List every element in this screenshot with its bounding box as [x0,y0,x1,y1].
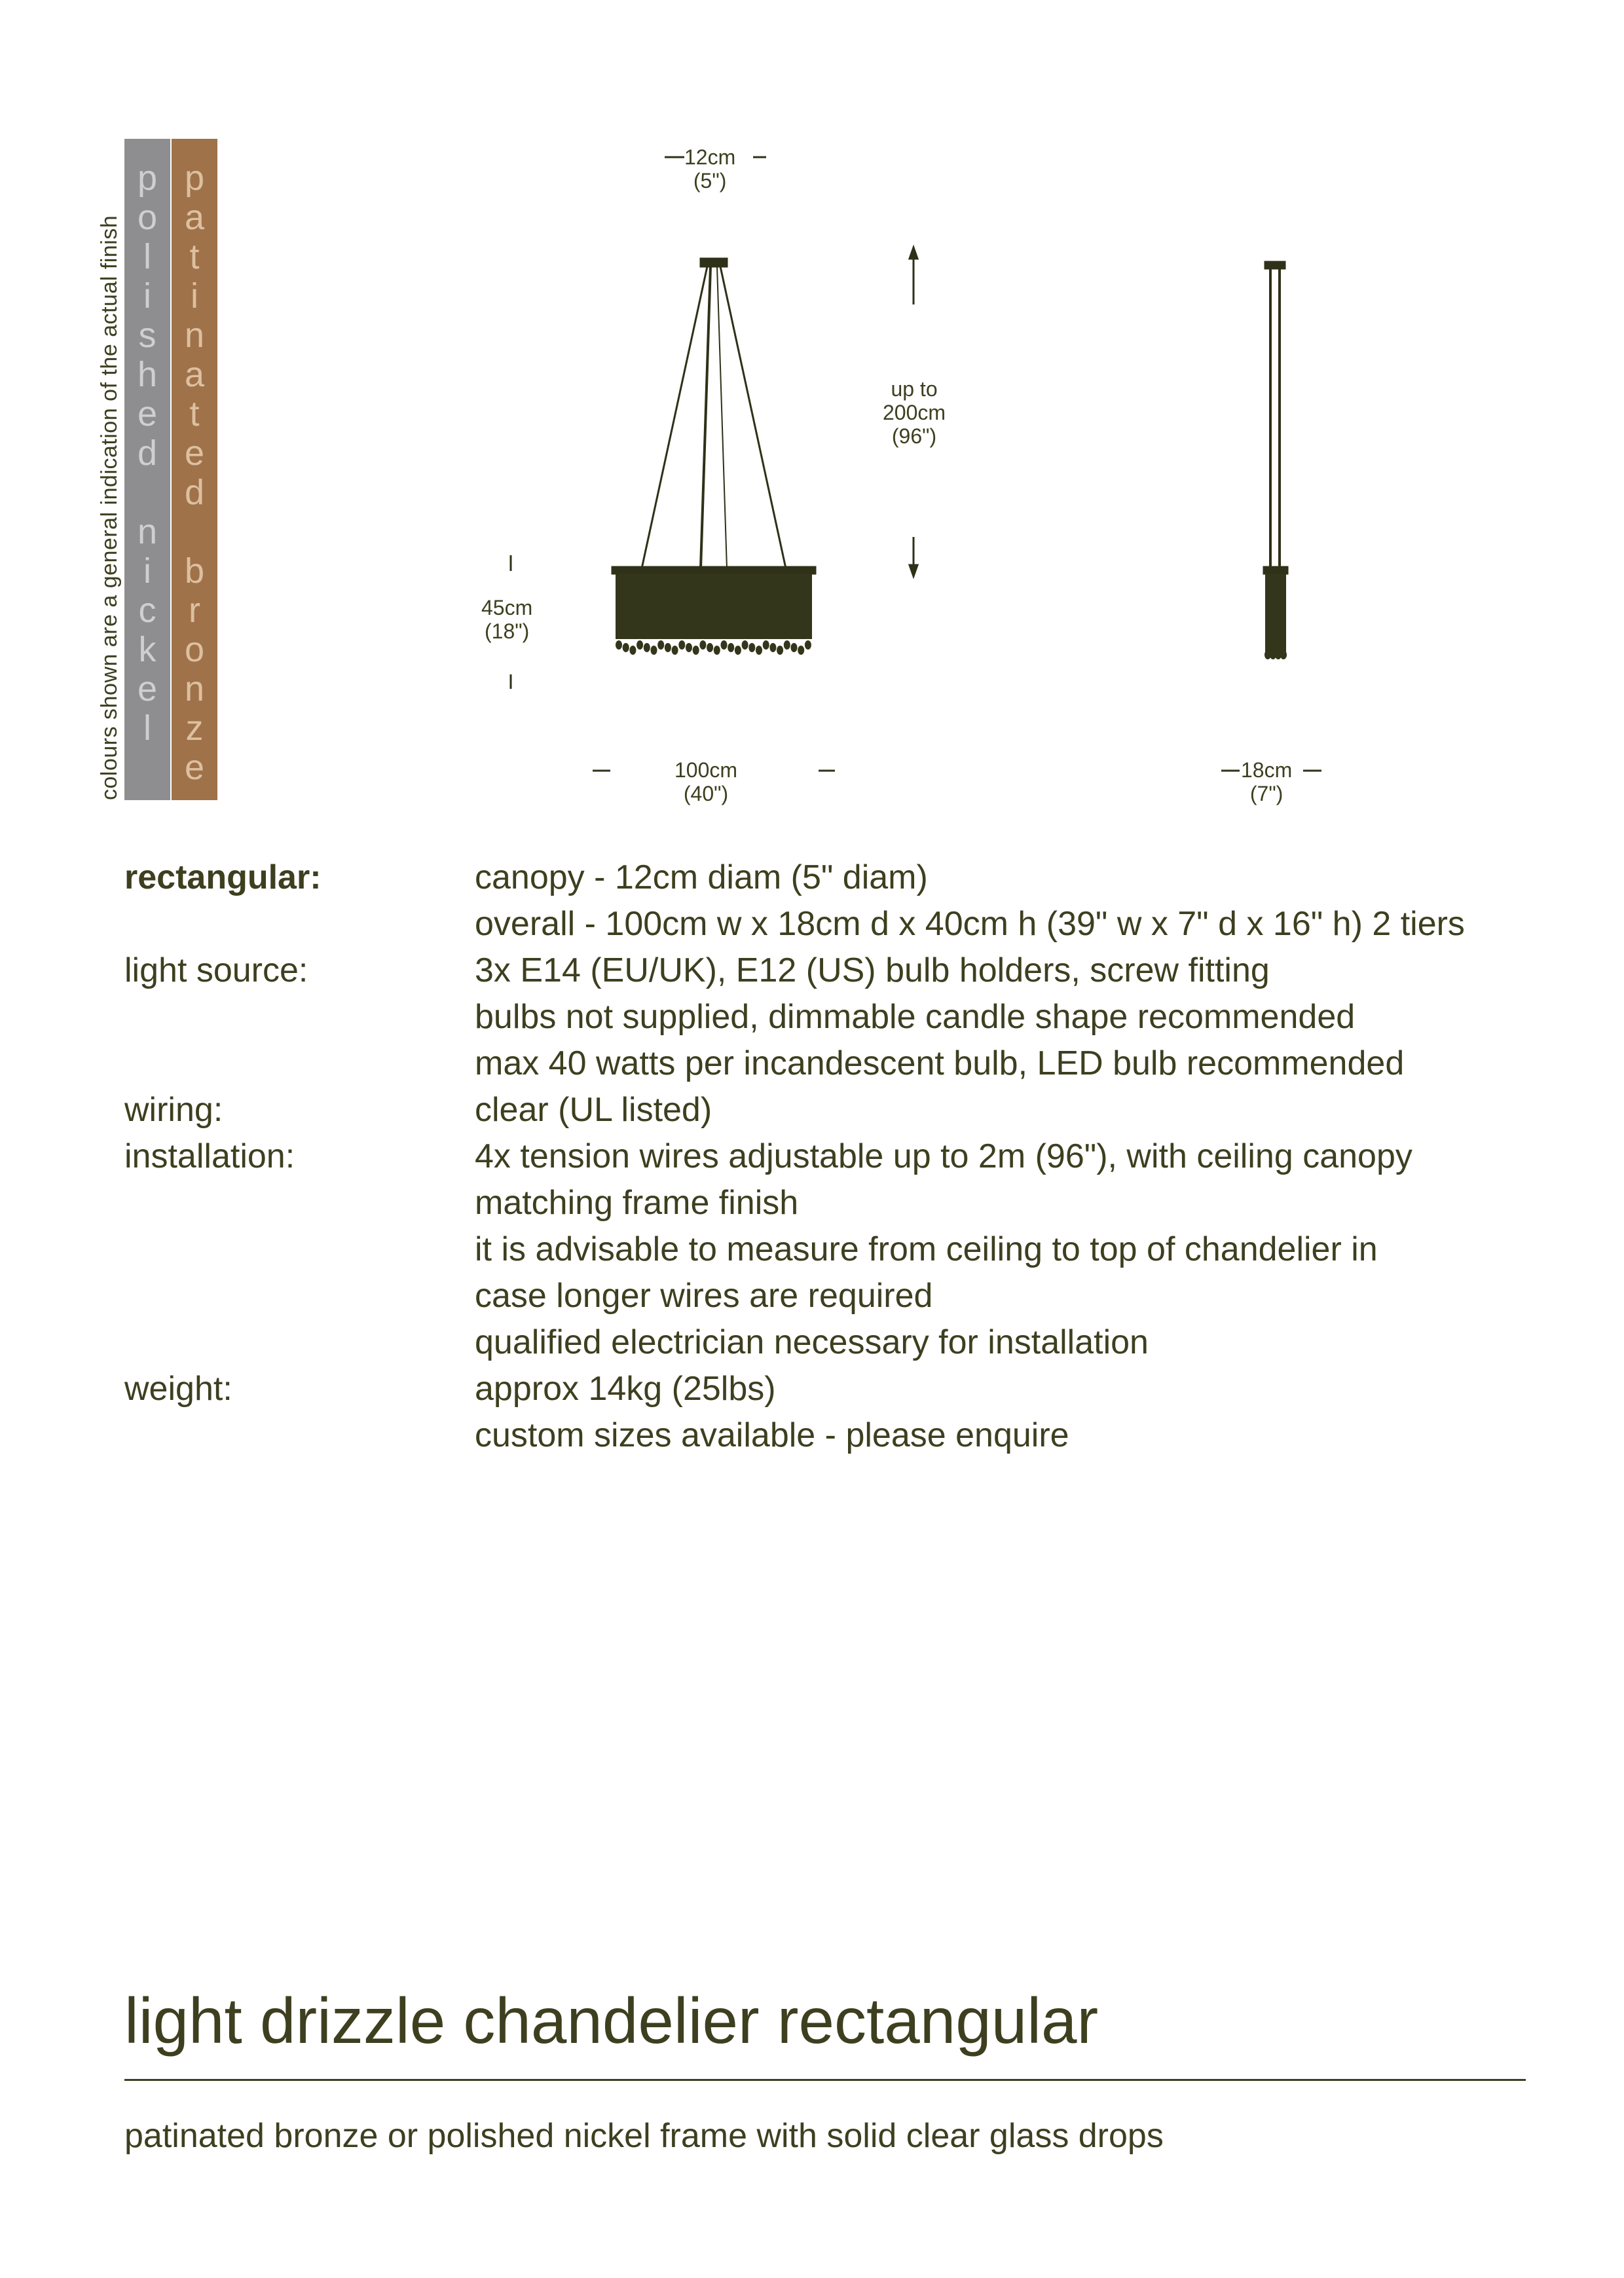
spec-value: approx 14kg (25lbs) [475,1370,776,1408]
finish-disclaimer: colours shown are a general indication of the actual finish [97,215,122,800]
spec-value: case longer wires are required [475,1277,933,1315]
spec-table [124,854,1565,1459]
spec-row [124,1366,1565,1459]
front-glass-drops [616,640,811,655]
spec-label: light source: [124,951,308,989]
front-canopy [701,259,727,266]
depth-dimension: 18cm (7") [1241,758,1293,805]
spec-value: matching frame finish [475,1184,799,1222]
width-dimension: 100cm (40") [674,758,738,805]
product-title: light drizzle chandelier rectangular [124,1985,1099,2057]
spec-value: 3x E14 (EU/UK), E12 (US) bulb holders, screw fitting [475,951,1270,989]
product-subtitle: patinated bronze or polished nickel frame with solid clear glass drops [124,2117,1164,2155]
swatch-nickel-label: p o l i s h e d n i c k e l [137,158,158,748]
title-divider [124,2079,1526,2081]
spec-value: it is advisable to measure from ceiling to top of chandelier in [475,1230,1378,1268]
spec-value: bulbs not supplied, dimmable candle shape recommended [475,998,1356,1036]
spec-value: clear (UL listed) [475,1091,712,1129]
canopy-dimension: 12cm (5") [684,145,736,193]
spec-row [124,1133,1565,1366]
spec-value: 4x tension wires adjustable up to 2m (96"), with ceiling canopy [475,1137,1412,1175]
spec-row [124,1087,1565,1133]
spec-label: rectangular: [124,858,322,896]
drop-dimension: up to 200cm (96") [883,377,946,448]
swatch-bronze-label: p a t i n a t e d b r o n z e [184,158,205,787]
spec-label: weight: [124,1370,232,1408]
spec-row [124,854,1565,947]
chandelier-dimension-drawing [0,0,1624,851]
spec-value: canopy - 12cm diam (5" diam) [475,858,928,896]
spec-value: overall - 100cm w x 18cm d x 40cm h (39" w x 7" d x 16" h) 2 tiers [475,905,1465,943]
spec-label: wiring: [124,1091,223,1129]
spec-value: custom sizes available - please enquire [475,1416,1069,1454]
spec-value: max 40 watts per incandescent bulb, LED bulb recommended [475,1044,1405,1082]
spec-value: qualified electrician necessary for installation [475,1323,1149,1361]
spec-row [124,947,1565,1087]
height-dimension: 45cm (18") [481,596,533,643]
spec-label: installation: [124,1137,295,1175]
